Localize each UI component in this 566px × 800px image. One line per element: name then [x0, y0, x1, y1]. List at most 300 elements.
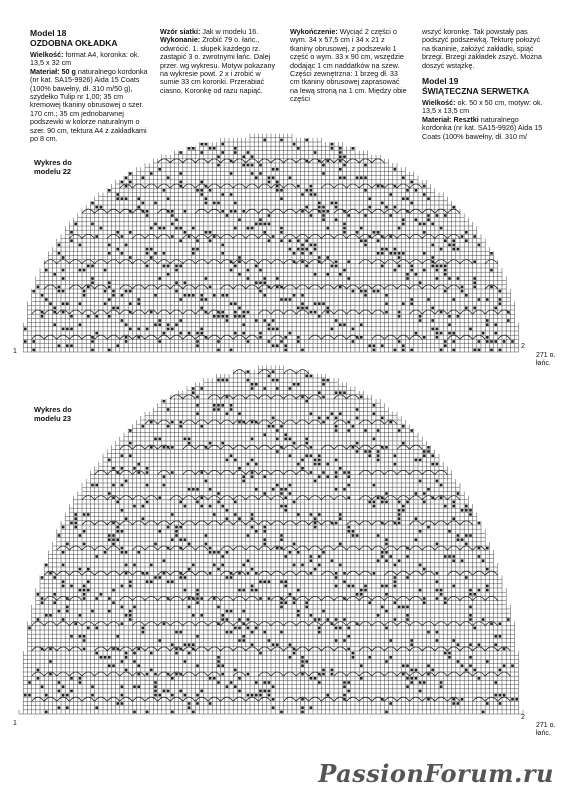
- filled-block: [263, 526, 266, 529]
- filled-block: [95, 597, 98, 600]
- filled-block: [343, 681, 346, 684]
- filled-block: [154, 252, 157, 255]
- filled-block: [276, 189, 279, 192]
- filled-block: [314, 193, 317, 196]
- chain-arch: [221, 470, 234, 474]
- chain-arch: [498, 335, 511, 339]
- filled-block: [146, 484, 149, 487]
- filled-block: [347, 277, 350, 280]
- filled-block: [373, 505, 376, 508]
- chain-arch: [284, 622, 297, 626]
- chain-arch: [384, 672, 397, 676]
- filled-block: [163, 332, 166, 335]
- filled-block: [150, 172, 153, 175]
- chain-arch: [435, 234, 448, 238]
- filled-block: [322, 396, 325, 399]
- filled-block: [368, 235, 371, 238]
- filled-block: [461, 538, 464, 541]
- filled-block: [146, 580, 149, 583]
- filled-block: [230, 349, 233, 352]
- filled-block: [293, 501, 296, 504]
- filled-block: [314, 568, 317, 571]
- chain-arch: [183, 260, 196, 264]
- chain-arch: [246, 521, 259, 525]
- chain-arch: [473, 622, 486, 626]
- chain-arch: [208, 395, 221, 399]
- filled-block: [423, 492, 426, 495]
- chain-arch: [447, 285, 460, 289]
- text-column-3: [290, 28, 408, 104]
- filled-block: [339, 168, 342, 171]
- filled-block: [272, 176, 275, 179]
- chain-arch: [435, 647, 448, 651]
- filled-block: [465, 534, 468, 537]
- filled-block: [129, 311, 132, 314]
- filled-block: [70, 328, 73, 331]
- chain-arch: [233, 395, 246, 399]
- filled-block: [234, 627, 237, 630]
- chain-arch: [321, 445, 334, 449]
- filled-block: [28, 694, 31, 697]
- filled-block: [32, 290, 35, 293]
- filled-block: [310, 677, 313, 680]
- filled-block: [121, 606, 124, 609]
- filled-block: [175, 530, 178, 533]
- filled-block: [398, 265, 401, 268]
- filled-block: [473, 277, 476, 280]
- filled-block: [448, 652, 451, 655]
- filled-block: [112, 664, 115, 667]
- filled-block: [322, 206, 325, 209]
- filled-block: [394, 522, 397, 525]
- filled-block: [192, 387, 195, 390]
- filled-block: [179, 690, 182, 693]
- filled-block: [482, 711, 485, 714]
- chain-arch: [258, 234, 271, 238]
- chain-arch: [410, 285, 423, 289]
- filled-block: [74, 522, 77, 525]
- filled-block: [251, 513, 254, 516]
- chain-arch: [410, 622, 423, 626]
- chain-arch: [422, 622, 435, 626]
- filled-block: [213, 294, 216, 297]
- filled-block: [91, 484, 94, 487]
- filled-block: [284, 496, 287, 499]
- filled-block: [465, 505, 468, 508]
- chain-arch: [82, 209, 95, 213]
- filled-block: [364, 176, 367, 179]
- filled-block: [318, 564, 321, 567]
- chain-arch: [410, 672, 423, 676]
- chain-arch: [82, 521, 95, 525]
- filled-block: [280, 286, 283, 289]
- filled-block: [436, 214, 439, 217]
- filled-block: [305, 400, 308, 403]
- filled-block: [314, 618, 317, 621]
- filled-block: [179, 501, 182, 504]
- chain-arch: [410, 335, 423, 339]
- filled-block: [381, 551, 384, 554]
- filled-block: [427, 446, 430, 449]
- filled-block: [314, 244, 317, 247]
- filled-block: [79, 677, 82, 680]
- filled-block: [385, 610, 388, 613]
- filled-block: [167, 446, 170, 449]
- filled-block: [436, 265, 439, 268]
- chain-arch: [82, 310, 95, 314]
- filled-block: [129, 256, 132, 259]
- filled-block: [486, 547, 489, 550]
- filled-block: [469, 513, 472, 516]
- chain-arch: [321, 596, 334, 600]
- filled-block: [108, 281, 111, 284]
- filled-block: [234, 311, 237, 314]
- filled-block: [234, 202, 237, 205]
- filled-block: [230, 210, 233, 213]
- filled-block: [343, 391, 346, 394]
- filled-block: [343, 155, 346, 158]
- chain-arch: [435, 546, 448, 550]
- chain-arch: [221, 596, 234, 600]
- filled-block: [436, 332, 439, 335]
- filled-block: [289, 332, 292, 335]
- filled-block: [66, 302, 69, 305]
- filled-block: [95, 627, 98, 630]
- filled-block: [45, 564, 48, 567]
- filled-block: [175, 648, 178, 651]
- filled-block: [175, 631, 178, 634]
- filled-block: [423, 450, 426, 453]
- filled-block: [263, 538, 266, 541]
- filled-block: [209, 147, 212, 150]
- filled-block: [163, 475, 166, 478]
- chain-arch: [284, 697, 297, 701]
- filled-block: [305, 160, 308, 163]
- filled-block: [196, 344, 199, 347]
- filled-block: [209, 239, 212, 242]
- filled-block: [339, 513, 342, 516]
- filled-block: [83, 513, 86, 516]
- filled-block: [83, 589, 86, 592]
- filled-block: [406, 618, 409, 621]
- filled-block: [431, 265, 434, 268]
- filled-block: [247, 164, 250, 167]
- filled-block: [268, 580, 271, 583]
- chain-arch: [347, 697, 360, 701]
- filled-block: [314, 517, 317, 520]
- filled-block: [175, 265, 178, 268]
- filled-block: [146, 711, 149, 714]
- filled-block: [87, 315, 90, 318]
- filled-block: [200, 614, 203, 617]
- filled-block: [268, 223, 271, 226]
- chain-arch: [271, 420, 284, 424]
- chain-arch: [44, 596, 57, 600]
- filled-block: [436, 631, 439, 634]
- filled-block: [452, 702, 455, 705]
- filled-block: [385, 302, 388, 305]
- filled-block: [226, 319, 229, 322]
- filled-block: [310, 706, 313, 709]
- chain-arch: [284, 184, 297, 188]
- filled-block: [192, 648, 195, 651]
- chain-arch: [95, 647, 108, 651]
- chain-arch: [410, 445, 423, 449]
- filled-block: [436, 480, 439, 483]
- chain-arch: [145, 596, 158, 600]
- filled-block: [58, 610, 61, 613]
- filled-block: [389, 235, 392, 238]
- filled-block: [335, 618, 338, 621]
- filled-block: [251, 155, 254, 158]
- filled-block: [259, 223, 262, 226]
- filled-block: [289, 484, 292, 487]
- filled-block: [293, 564, 296, 567]
- chain-arch: [359, 496, 372, 500]
- chain-arch: [347, 596, 360, 600]
- filled-block: [276, 277, 279, 280]
- filled-block: [37, 593, 40, 596]
- filled-block: [196, 694, 199, 697]
- filled-block: [238, 467, 241, 470]
- filled-block: [205, 231, 208, 234]
- chain-arch: [95, 546, 108, 550]
- filled-block: [473, 281, 476, 284]
- filled-block: [158, 496, 161, 499]
- filled-block: [121, 454, 124, 457]
- filled-block: [347, 471, 350, 474]
- chain-arch: [258, 395, 271, 399]
- chain-arch: [347, 571, 360, 575]
- filled-block: [70, 239, 73, 242]
- filled-block: [125, 517, 128, 520]
- filled-block: [394, 454, 397, 457]
- filled-block: [154, 681, 157, 684]
- filled-block: [226, 631, 229, 634]
- filled-block: [356, 593, 359, 596]
- filled-block: [284, 580, 287, 583]
- filled-block: [339, 323, 342, 326]
- filled-block: [335, 639, 338, 642]
- chain-arch: [158, 159, 171, 163]
- filled-block: [427, 298, 430, 301]
- chain-arch: [183, 496, 196, 500]
- chain-arch: [435, 697, 448, 701]
- filled-block: [226, 412, 229, 415]
- chain-arch: [321, 496, 334, 500]
- chain-arch: [69, 596, 82, 600]
- filled-block: [343, 471, 346, 474]
- filled-block: [436, 580, 439, 583]
- chain-arch: [246, 697, 259, 701]
- filled-block: [221, 442, 224, 445]
- chain-arch: [233, 672, 246, 676]
- filled-block: [184, 660, 187, 663]
- filled-block: [410, 643, 413, 646]
- text-column-2: [160, 28, 278, 95]
- chain-arch: [284, 546, 297, 550]
- chain-arch: [120, 445, 133, 449]
- filled-block: [352, 446, 355, 449]
- filled-block: [310, 189, 313, 192]
- chain-arch: [372, 672, 385, 676]
- filled-block: [331, 202, 334, 205]
- filled-block: [83, 597, 86, 600]
- chain-arch: [233, 285, 246, 289]
- filled-block: [318, 210, 321, 213]
- filled-block: [116, 248, 119, 251]
- filled-block: [112, 538, 115, 541]
- filled-block: [423, 681, 426, 684]
- filled-block: [142, 627, 145, 630]
- filled-block: [335, 627, 338, 630]
- filled-block: [234, 459, 237, 462]
- chain-arch: [44, 697, 57, 701]
- chain-arch: [258, 420, 271, 424]
- chain-arch: [246, 395, 259, 399]
- filled-block: [125, 564, 128, 567]
- filled-block: [221, 664, 224, 667]
- chain-arch: [170, 521, 183, 525]
- chain-arch: [132, 260, 145, 264]
- chain-arch: [334, 445, 347, 449]
- chart-1-row-end: 2: [521, 343, 525, 350]
- filled-block: [171, 328, 174, 331]
- chain-arch: [246, 285, 259, 289]
- filled-block: [167, 547, 170, 550]
- chain-arch: [359, 647, 372, 651]
- chain-arch: [271, 622, 284, 626]
- filled-block: [226, 379, 229, 382]
- chain-arch: [132, 546, 145, 550]
- filled-block: [457, 492, 460, 495]
- filled-block: [125, 323, 128, 326]
- filled-block: [221, 193, 224, 196]
- filled-block: [402, 252, 405, 255]
- filled-block: [100, 593, 103, 596]
- filled-block: [343, 164, 346, 167]
- filled-block: [112, 496, 115, 499]
- filled-block: [158, 227, 161, 230]
- chain-arch: [195, 209, 208, 213]
- filled-block: [322, 471, 325, 474]
- chain-arch: [221, 622, 234, 626]
- filled-block: [184, 643, 187, 646]
- filled-block: [154, 690, 157, 693]
- filled-block: [486, 585, 489, 588]
- filled-block: [268, 340, 271, 343]
- filled-block: [221, 505, 224, 508]
- filled-block: [58, 286, 61, 289]
- chain-arch: [221, 521, 234, 525]
- filled-block: [343, 685, 346, 688]
- filled-block: [389, 252, 392, 255]
- filled-block: [394, 248, 397, 251]
- filled-block: [171, 694, 174, 697]
- filled-block: [251, 643, 254, 646]
- filled-block: [175, 526, 178, 529]
- filled-block: [137, 551, 140, 554]
- filled-block: [179, 265, 182, 268]
- filled-block: [284, 585, 287, 588]
- filled-block: [66, 706, 69, 709]
- filled-block: [37, 669, 40, 672]
- chain-arch: [410, 546, 423, 550]
- chain-arch: [44, 285, 57, 289]
- filled-block: [251, 517, 254, 520]
- filled-block: [310, 244, 313, 247]
- filled-block: [469, 656, 472, 659]
- filled-block: [238, 307, 241, 310]
- chain-arch: [334, 310, 347, 314]
- filled-block: [247, 379, 250, 382]
- chain-arch: [158, 521, 171, 525]
- chain-arch: [447, 521, 460, 525]
- chain-arch: [372, 209, 385, 213]
- filled-block: [238, 273, 241, 276]
- filled-block: [440, 484, 443, 487]
- chain-arch: [384, 209, 397, 213]
- chain-arch: [397, 234, 410, 238]
- filled-block: [377, 185, 380, 188]
- chain-arch: [372, 470, 385, 474]
- filled-block: [423, 501, 426, 504]
- filled-block: [280, 538, 283, 541]
- chain-arch: [410, 234, 423, 238]
- filled-block: [364, 239, 367, 242]
- filled-block: [217, 349, 220, 352]
- filled-block: [205, 336, 208, 339]
- filled-block: [108, 459, 111, 462]
- chain-arch: [82, 260, 95, 264]
- filled-block: [289, 551, 292, 554]
- filled-block: [427, 218, 430, 221]
- filled-block: [314, 677, 317, 680]
- chain-arch: [271, 470, 284, 474]
- filled-block: [297, 610, 300, 613]
- chart-2-chain-count: 271 o. łańc.: [536, 722, 556, 737]
- filled-block: [66, 694, 69, 697]
- filled-block: [440, 248, 443, 251]
- chain-arch: [183, 697, 196, 701]
- filled-block: [242, 210, 245, 213]
- filled-block: [406, 664, 409, 667]
- chain-arch: [485, 672, 498, 676]
- filled-block: [167, 425, 170, 428]
- filled-block: [402, 664, 405, 667]
- filled-block: [343, 323, 346, 326]
- filled-block: [217, 606, 220, 609]
- chain-arch: [447, 622, 460, 626]
- filled-block: [415, 218, 418, 221]
- filled-block: [385, 311, 388, 314]
- filled-block: [221, 618, 224, 621]
- filled-block: [226, 294, 229, 297]
- filled-block: [339, 151, 342, 154]
- filled-block: [234, 210, 237, 213]
- filled-block: [179, 538, 182, 541]
- filled-block: [213, 513, 216, 516]
- chain-arch: [195, 285, 208, 289]
- chain-arch: [183, 285, 196, 289]
- filled-block: [196, 332, 199, 335]
- filled-block: [318, 459, 321, 462]
- filled-block: [448, 323, 451, 326]
- filled-block: [121, 547, 124, 550]
- filled-block: [251, 164, 254, 167]
- filled-block: [230, 572, 233, 575]
- filled-block: [293, 648, 296, 651]
